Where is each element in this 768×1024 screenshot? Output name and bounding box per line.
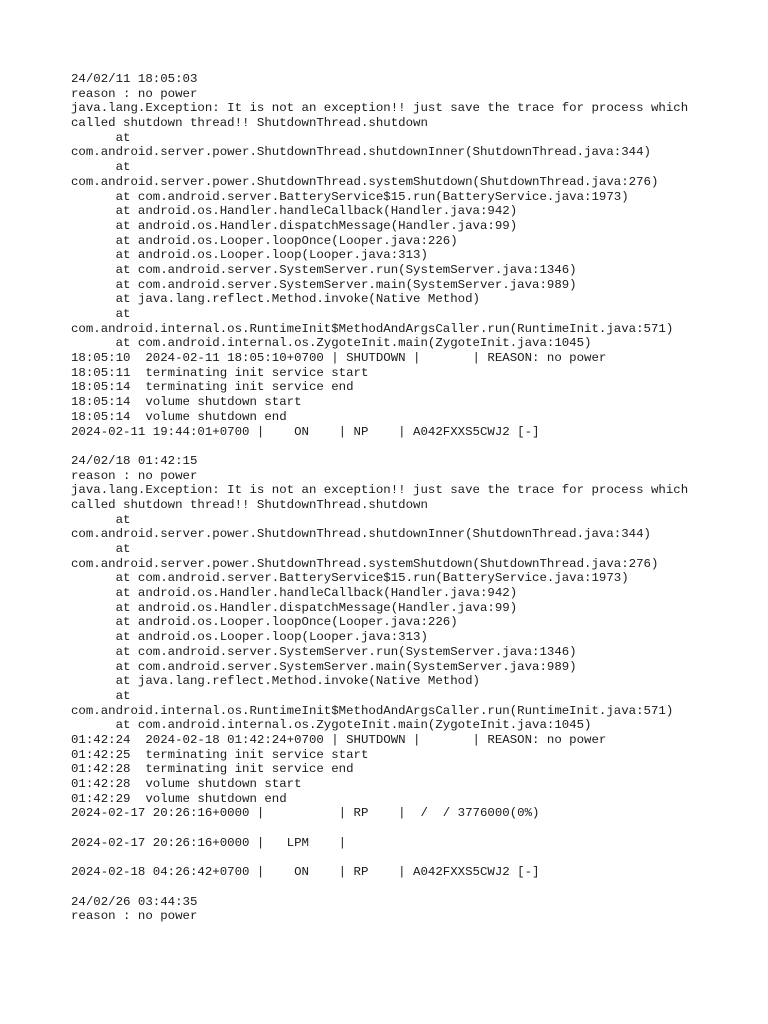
log-line: com.android.server.power.ShutdownThread.systemShutdown(ShutdownThread.java:276) xyxy=(71,174,659,189)
log-line: at xyxy=(71,542,131,556)
log-line: at xyxy=(71,130,131,145)
log-line: called shutdown thread!! ShutdownThread.shutdown xyxy=(71,116,428,131)
log-line xyxy=(71,439,761,454)
log-line: 2024-02-17 20:26:16+0000 | LPM | xyxy=(71,835,347,850)
log-line: reason : no power xyxy=(71,909,198,924)
log-line: at xyxy=(71,160,131,175)
log-line: java.lang.Exception: It is not an exception!! just save the trace for process which xyxy=(71,101,689,116)
log-line: 18:05:14 volume shutdown start xyxy=(71,395,302,410)
log-document xyxy=(71,72,761,924)
log-line xyxy=(71,850,761,865)
log-line: at android.os.Looper.loopOnce(Looper.java:226) xyxy=(71,233,458,248)
log-line: 18:05:14 terminating init service end xyxy=(71,380,354,395)
log-line: 01:42:29 volume shutdown end xyxy=(71,791,287,806)
log-line: reason : no power xyxy=(71,468,198,483)
log-line: 01:42:24 2024-02-18 01:42:24+0700 | SHUTDOWN | | REASON: no power xyxy=(71,732,607,747)
log-line: at android.os.Looper.loop(Looper.java:313) xyxy=(71,630,428,645)
log-line: 2024-02-11 19:44:01+0700 | ON | NP | A042FXXS5CWJ2 [-] xyxy=(71,424,540,439)
log-line: at android.os.Handler.dispatchMessage(Handler.java:99) xyxy=(71,218,518,233)
log-line: 01:42:28 volume shutdown start xyxy=(71,777,302,791)
log-line: at com.android.server.SystemServer.main(SystemServer.java:989) xyxy=(71,277,577,292)
log-line: 18:05:11 terminating init service start xyxy=(71,365,369,380)
log-line xyxy=(71,880,761,895)
log-line: com.android.server.power.ShutdownThread.systemShutdown(ShutdownThread.java:276) xyxy=(71,556,659,571)
log-line: 2024-02-18 04:26:42+0700 | ON | RP | A042FXXS5CWJ2 [-] xyxy=(71,865,540,880)
log-line: java.lang.Exception: It is not an exception!! just save the trace for process which xyxy=(71,483,689,498)
log-line: 24/02/26 03:44:35 xyxy=(71,894,198,909)
log-text-body xyxy=(71,72,761,924)
log-line: at com.android.internal.os.ZygoteInit.main(ZygoteInit.java:1045) xyxy=(71,718,592,733)
log-line: com.android.server.power.ShutdownThread.shutdownInner(ShutdownThread.java:344) xyxy=(71,145,651,160)
log-line: 2024-02-17 20:26:16+0000 | | RP | / / 3776000(0%) xyxy=(71,806,540,821)
log-line: com.android.server.power.ShutdownThread.shutdownInner(ShutdownThread.java:344) xyxy=(71,527,651,542)
log-line: at java.lang.reflect.Method.invoke(Native Method) xyxy=(71,292,480,307)
log-line: at com.android.server.BatteryService$15.run(BatteryService.java:1973) xyxy=(71,189,629,204)
log-line: at java.lang.reflect.Method.invoke(Native Method) xyxy=(71,674,480,689)
log-line: 18:05:10 2024-02-11 18:05:10+0700 | SHUTDOWN | | REASON: no power xyxy=(71,351,607,366)
log-line: at xyxy=(71,512,131,527)
log-line: at android.os.Looper.loop(Looper.java:313) xyxy=(71,248,428,263)
log-line: at xyxy=(71,307,131,321)
log-line: at com.android.server.BatteryService$15.run(BatteryService.java:1973) xyxy=(71,571,629,586)
log-line: at android.os.Handler.handleCallback(Handler.java:942) xyxy=(71,586,518,601)
log-line: called shutdown thread!! ShutdownThread.shutdown xyxy=(71,497,428,512)
log-line: at com.android.internal.os.ZygoteInit.main(ZygoteInit.java:1045) xyxy=(71,336,592,351)
log-line: at com.android.server.SystemServer.run(SystemServer.java:1346) xyxy=(71,644,577,659)
log-line: at android.os.Looper.loopOnce(Looper.java:226) xyxy=(71,615,458,630)
log-line: at com.android.server.SystemServer.main(SystemServer.java:989) xyxy=(71,659,577,674)
log-line: 24/02/18 01:42:15 xyxy=(71,453,198,468)
log-line: com.android.internal.os.RuntimeInit$MethodAndArgsCaller.run(RuntimeInit.java:571) xyxy=(71,321,674,336)
log-line: at android.os.Handler.handleCallback(Handler.java:942) xyxy=(71,204,518,219)
log-line: reason : no power xyxy=(71,86,198,101)
log-line: 01:42:25 terminating init service start xyxy=(71,747,369,762)
log-line: at android.os.Handler.dispatchMessage(Handler.java:99) xyxy=(71,600,518,615)
log-line: at xyxy=(71,688,131,703)
log-line: 01:42:28 terminating init service end xyxy=(71,762,354,777)
log-line xyxy=(71,821,761,836)
log-line: 24/02/11 18:05:03 xyxy=(71,72,198,86)
log-line: 18:05:14 volume shutdown end xyxy=(71,409,287,424)
log-line: at com.android.server.SystemServer.run(SystemServer.java:1346) xyxy=(71,262,577,277)
log-line: com.android.internal.os.RuntimeInit$MethodAndArgsCaller.run(RuntimeInit.java:571) xyxy=(71,703,674,718)
